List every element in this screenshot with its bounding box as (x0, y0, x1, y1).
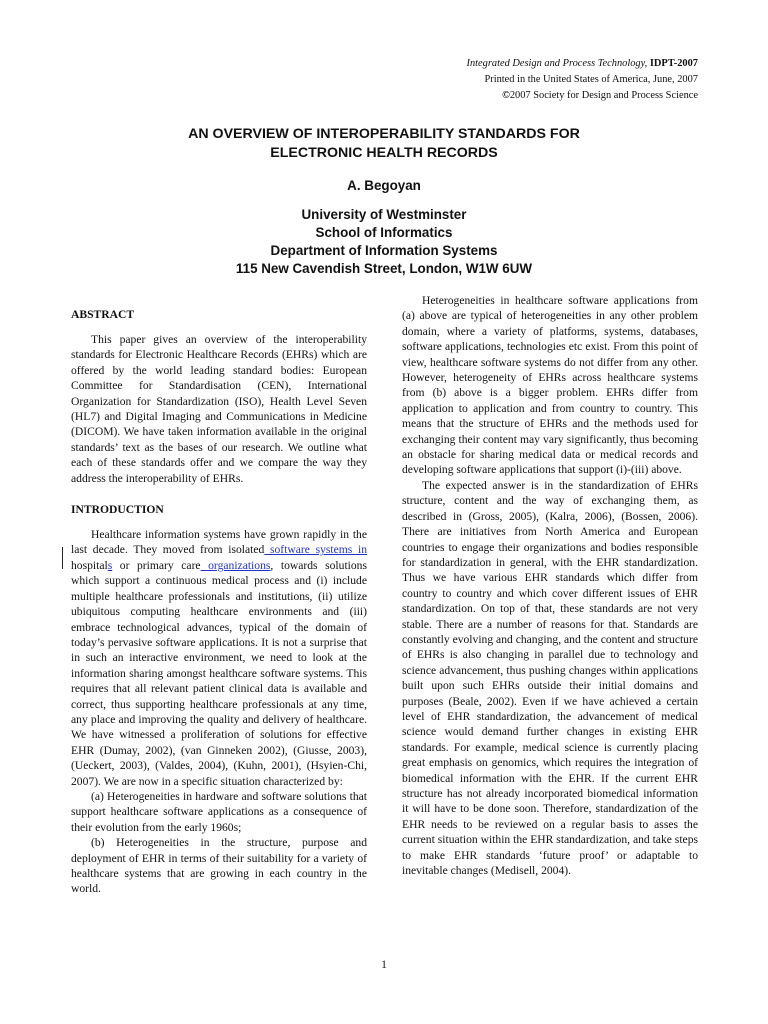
affiliation (0, 206, 768, 278)
copyright-icon: © (502, 90, 510, 101)
abstract-text: This paper gives an overview of the interoperability standards for Electronic Healthcare Records (EHRs) which are offered by the world leading standard bodies: European Committee for Standardisation (CEN), International Organization for Standardization (ISO), Health Level Seven (HL7) and Digital Imaging and Communications in Medicine (DICOM). We have taken information available in the original standards’ text as the bases of our research. We outline what each of these standards offer and we compare the way they address the interoperability of EHRs. (71, 333, 367, 485)
right-column (402, 293, 698, 878)
conference-header (338, 56, 698, 104)
organizations-link[interactable]: organizations (200, 558, 271, 572)
conference-name: Integrated Design and Process Technology, (466, 58, 648, 69)
school: School of Informatics (315, 225, 453, 240)
title-block (0, 125, 768, 278)
intro-p1-hospital: hospital (71, 558, 108, 572)
printed-line: Printed in the United States of America, June, 2007 (484, 74, 698, 85)
conference-id: IDPT-2007 (649, 58, 698, 69)
software-systems-link[interactable]: software systems in (264, 543, 367, 557)
author-name: A. Begoyan (347, 178, 421, 193)
intro-paragraph-a: (a) Heterogeneities in hardware and software solutions that support healthcare software applications as a consequence of their evolution from the early 1960s; (71, 789, 367, 834)
left-column (71, 293, 367, 897)
hospitals-s-link[interactable]: s (107, 558, 113, 572)
copyright-text: 2007 Society for Design and Process Science (509, 90, 698, 101)
department: Department of Information Systems (270, 243, 498, 258)
paper-title-line-1: AN OVERVIEW OF INTEROPERABILITY STANDARDS FOR (188, 126, 580, 142)
abstract-heading: ABSTRACT (71, 308, 135, 321)
university: University of Westminster (301, 207, 467, 222)
page-number: 1 (381, 958, 387, 971)
paper-title-line-2: ELECTRONIC HEALTH RECORDS (270, 145, 498, 161)
intro-paragraph-b: (b) Heterogeneities in the structure, purpose and deployment of EHR in terms of their suitability for a variety of healthcare systems that are growing in each country in the world. (71, 836, 367, 896)
intro-p1-primary-care: or primary care (112, 558, 201, 572)
intro-p1-start: Healthcare information systems have grown rapidly in the last decade. They moved from isolated (71, 528, 367, 557)
revision-change-bar (62, 547, 63, 569)
intro-paragraph-1 (71, 527, 367, 789)
address: 115 New Cavendish Street, London, W1W 6UW (235, 261, 533, 276)
copyright-line (338, 88, 698, 104)
introduction-heading: INTRODUCTION (71, 503, 164, 517)
intro-p1-rest: , towards solutions which support a continuous medical process and (i) include multiple healthcare professionals and institutions, (ii) utilize ubiquitous computing healthcare environments and (iii) embrace technological advances, typical of the domain of today’s pervasive software applications. It is not a surprise that in such an interactive environment, we need to look at the information sharing amongst healthcare software systems. This requires that all relevant patient clinical data is available and correct, thus supporting healthcare professionals at any time, any place and improving the quality and delivery of healthcare. We have witnessed a proliferation of solutions for effective EHR (Dumay, 2002), (van Ginneken 2002), (Giusse, 2003), (Ueckert, 2003), (Valdes, 2004), (Kuhn, 2001), (Hsyien-Chi, 2007). We are now in a specific situation characterized by: (71, 558, 367, 788)
right-paragraph-1: Heterogeneities in healthcare software applications from (a) above are typical of heterogeneities in any other problem domain, where a variety of platforms, systems, databases, software applications, technologies etc exist. From this point of view, healthcare software systems do not differ from any other. However, heterogeneity of EHRs across healthcare systems from (b) above is a bigger problem. EHRs differ from application to application and from country to country. This means that the structure of EHRs and the methods used for exchanging their content may vary significantly, thus becoming an obstacle for sharing medical data or medical records and developing software applications that support (i)-(iii) above. (402, 294, 698, 477)
conference-line (338, 56, 698, 72)
right-paragraph-2: The expected answer is in the standardization of EHRs structure, content and the way of exchanging them, as described in (Gross, 2005), (Kalra, 2006), (Bossen, 2006). There are initiatives from North America and European countries to engage their organizations and bodies responsible for standardization in general, with the EHR standardization. Thus we have various EHR standards which differ from country to country and which cover different issues of EHR standardization. On top of that, these standards are not very stable. There are a number of reasons for that. Standards are constantly evolving and changing, and the content and structure of EHRs is also changing in parallel due to technology and science advancement, thus pushing changes within applications built upon such EHRs outside their initial domains and purposes (Beale, 2002). Even if we have achieved a certain level of EHR standardization, the advancement of medical science would demand further changes in existing EHR standards. For example, medical science is currently placing great emphasis on genomics, which requires the integration of biomedical information with the EHR. If the current EHR structure has not already incorporated biomedical information it will have to be done soon. Therefore, standardization of the EHR needs to be reviewed on a regular basis to asses the current situation within the EHR standardization, and take steps to make EHR standards ‘future proof’ or adaptable to inevitable changes (Medisell, 2004). (402, 478, 698, 878)
